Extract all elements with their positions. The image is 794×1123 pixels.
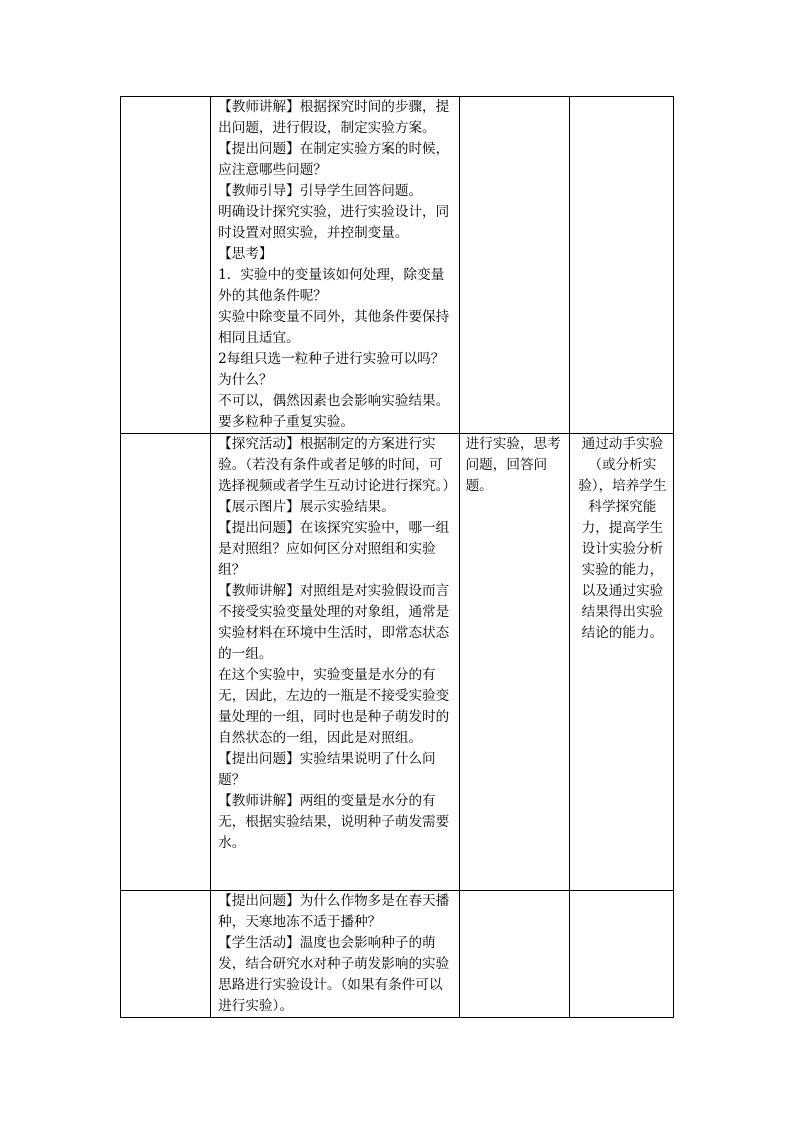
design-intent-cell	[569, 434, 673, 891]
content-paragraph: 【学生活动】温度也会影响种子的萌发，结合研究水对种子萌发影响的实验思路进行实验设计。（如果有条件可以进行实验）。	[218, 935, 450, 1014]
content-paragraph: 【教师讲解】两组的变量是水分的有无，根据实验结果，说明种子萌发需要水。	[218, 793, 450, 851]
content-paragraph: 【教师讲解】对照组是对实验假设而言不接受实验变量处理的对象组，通常是实验材料在环境中生活时，即常态状态的一组。	[218, 583, 450, 662]
student-activity-cell	[459, 97, 569, 434]
content-paragraph: 在这个实验中，实验变量是水分的有无，因此，左边的一瓶是不接受实验变量处理的一组，同时也是种子萌发时的自然状态的一组，因此是对照组。	[218, 667, 450, 746]
content-paragraph: 【教师讲解】根据探究时间的步骤，提出问题，进行假设，制定实验方案。	[218, 99, 450, 136]
content-paragraph: 【思考】	[218, 246, 273, 262]
content-paragraph: 【提出问题】在该探究实验中，哪一组是对照组？应如何区分对照组和实验组？	[218, 520, 450, 578]
content-paragraph: 1．实验中的变量该如何处理，除变量外的其他条件呢？	[218, 267, 445, 304]
content-paragraph: 【提出问题】实验结果说明了什么问题？	[218, 751, 436, 788]
lesson-plan-table	[120, 96, 674, 1018]
content-paragraph: 【提出问题】在制定实验方案的时候，应注意哪些问题？	[218, 141, 450, 178]
table-row	[121, 434, 674, 891]
table-row	[121, 97, 674, 434]
content-paragraph: 实验中除变量不同外，其他条件要保持相同且适宜。	[218, 309, 450, 346]
content-paragraph: 【探究活动】根据制定的方案进行实验。（若没有条件或者足够的时间，可选择视频或者学生互动讨论进行探究。）	[218, 436, 457, 494]
teaching-content-cell	[211, 434, 459, 891]
student-activity-text: 进行实验，思考问题，回答问题。	[465, 436, 561, 494]
stage-cell	[121, 891, 211, 1018]
stage-cell	[121, 97, 211, 434]
student-activity-cell	[459, 434, 569, 891]
stage-cell	[121, 434, 211, 891]
content-paragraph: 明确设计探究实验，进行实验设计，同时设置对照实验，并控制变量。	[218, 204, 450, 241]
content-paragraph: 【展示图片】展示实验结果。	[218, 499, 395, 515]
design-intent-cell	[569, 891, 673, 1018]
table-row	[121, 891, 674, 1018]
content-paragraph: 【教师引导】引导学生回答问题。	[218, 183, 423, 199]
teaching-content-cell	[211, 891, 459, 1018]
content-paragraph: 【提出问题】为什么作物多是在春天播种，天寒地冻不适于播种？	[218, 893, 450, 930]
teaching-content-cell	[211, 97, 459, 434]
design-intent-text: 通过动手实验（或分析实验），培养学生科学探究能力，提高学生设计实验分析实验的能力，以及通过实验结果得出实验结论的能力。	[578, 436, 667, 641]
content-paragraph: 不可以，偶然因素也会影响实验结果。要多粒种子重复实验。	[218, 393, 450, 430]
content-paragraph: 2每组只选一粒种子进行实验可以吗？为什么？	[218, 351, 445, 388]
design-intent-cell	[569, 97, 673, 434]
student-activity-cell	[459, 891, 569, 1018]
